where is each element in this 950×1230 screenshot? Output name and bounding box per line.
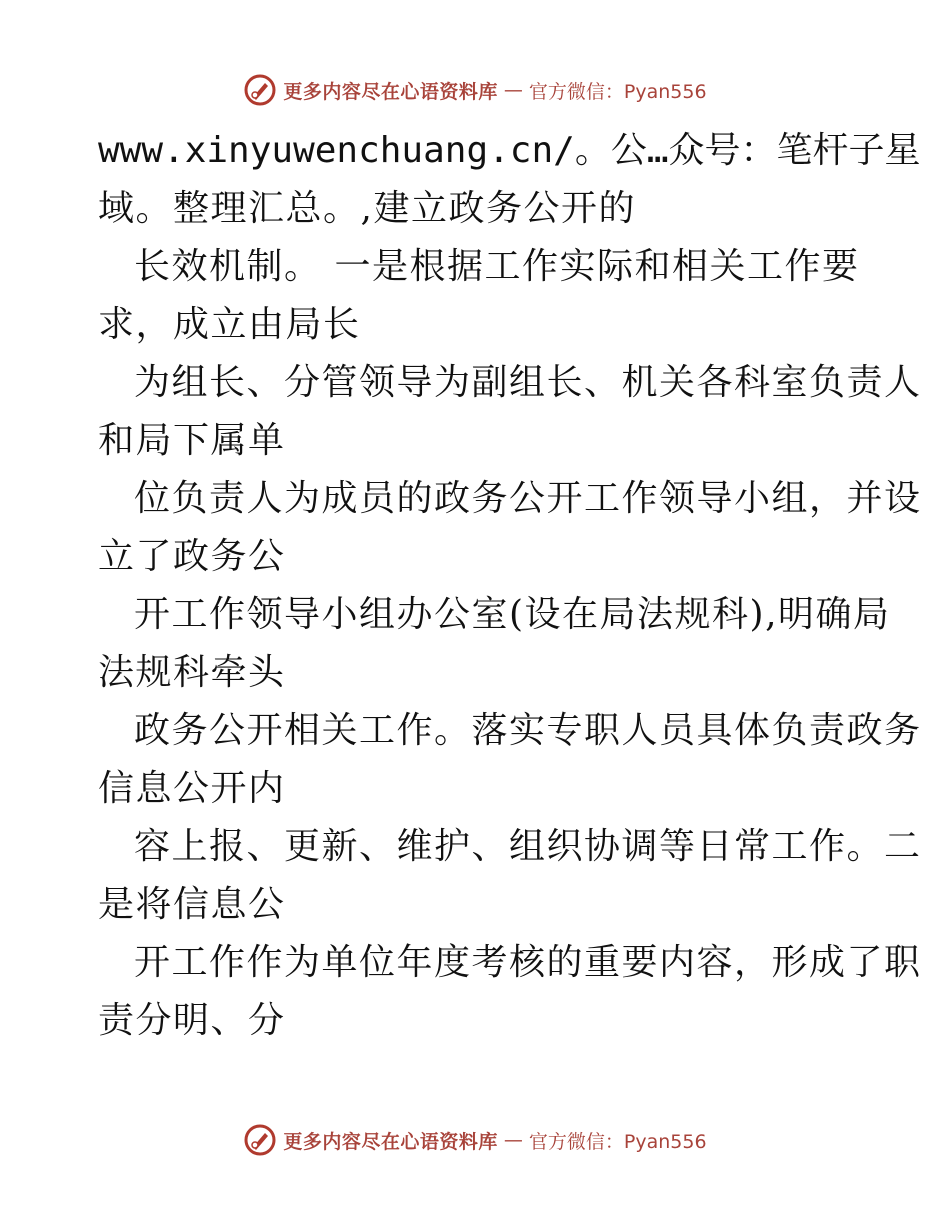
text-line: 政务公开相关工作。落实专职人员具体负责政务 <box>134 710 922 751</box>
text-line: 法规科牵头 <box>98 652 286 693</box>
text-line: 容上报、更新、维护、组织协调等日常工作。二 <box>134 826 922 867</box>
text-line: 求，成立由局长 <box>98 304 361 345</box>
header-banner <box>0 70 950 110</box>
banner-title: 更多内容尽在心语资料库 <box>283 1130 498 1153</box>
banner-title: 更多内容尽在心语资料库 <box>283 80 498 103</box>
text-line: 是将信息公 <box>98 884 286 925</box>
pen-nib-logo-icon <box>243 73 277 107</box>
text-line: 为组长、分管领导为副组长、机关各科室负责人 <box>134 362 922 403</box>
text-line: 责分明、分 <box>98 1000 286 1041</box>
banner-contact: 官方微信：Pyan556 <box>528 80 707 103</box>
pen-nib-logo-icon <box>243 1123 277 1157</box>
text-line: 开工作领导小组办公室(设在局法规科),明确局 <box>134 594 891 635</box>
banner-contact: 官方微信：Pyan556 <box>528 1130 707 1153</box>
text-line: 位负责人为成员的政务公开工作领导小组，并设 <box>134 478 922 519</box>
text-line: 信息公开内 <box>98 768 286 809</box>
banner-separator: — <box>503 1129 523 1151</box>
text-line: 域。整理汇总。,建立政务公开的 <box>98 188 636 229</box>
footer-banner <box>0 1120 950 1160</box>
text-line: 和局下属单 <box>98 420 286 461</box>
text-line: 开工作作为单位年度考核的重要内容，形成了职 <box>134 942 922 983</box>
banner-separator: — <box>503 79 523 101</box>
text-line: 长效机制。 一是根据工作实际和相关工作要 <box>134 246 860 287</box>
document-body <box>98 122 922 1050</box>
text-line: www.xinyuwenchuang.cn/。公…众号：笔杆子星 <box>98 130 921 171</box>
text-line: 立了政务公 <box>98 536 286 577</box>
